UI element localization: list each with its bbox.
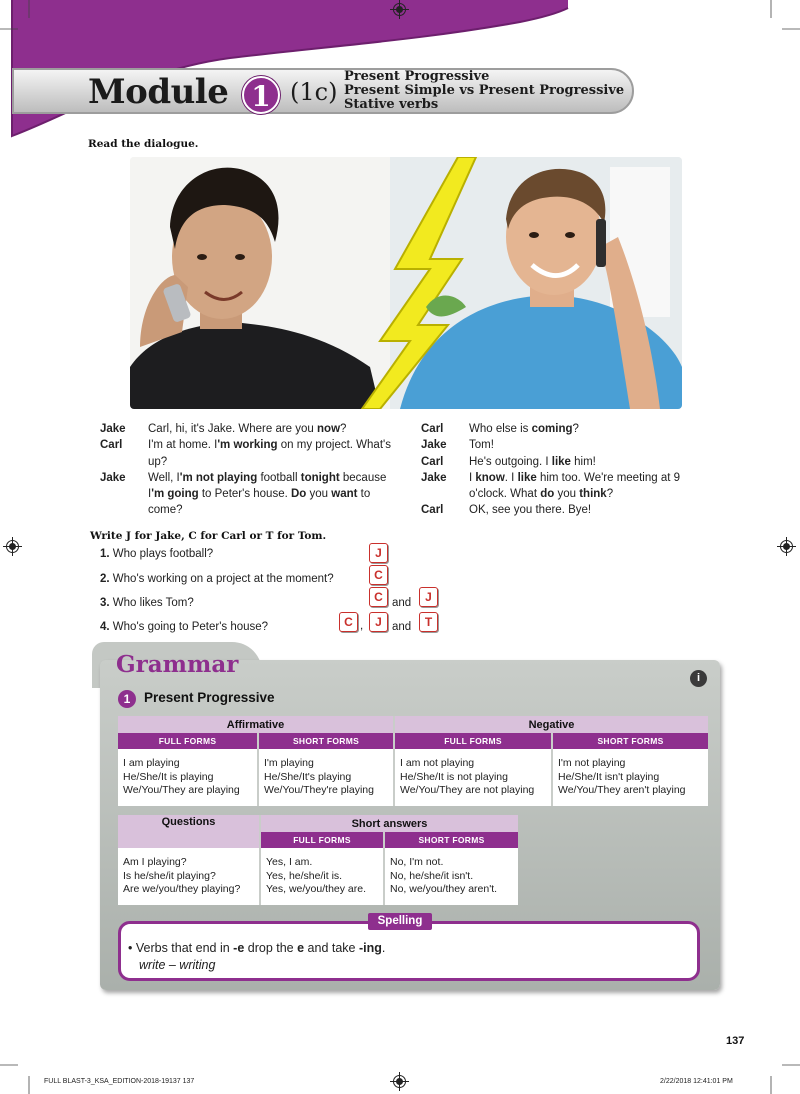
speaker-name: Carl: [421, 455, 444, 468]
dialogue-text: Carl, hi, it's Jake. Where are you now?: [148, 423, 347, 435]
speaker-name: Jake: [421, 471, 447, 484]
module-code: (1c): [290, 78, 338, 106]
dialogue-text: I know. I like him too. We're meeting at 9 o'clock. What do you think?: [469, 471, 680, 501]
cell-line: We/You/They are playing: [123, 784, 240, 796]
cell-line: Is he/she/it playing?: [123, 869, 216, 882]
module-number-badge: 1: [242, 76, 280, 114]
footer-file-name: FULL BLAST-3_KSA_EDITION-2018-19137 137: [44, 1078, 195, 1085]
speaker-name: Carl: [421, 504, 444, 517]
cell-line: Yes, he/she/it is.: [266, 869, 343, 882]
question-text: Who likes Tom?: [112, 597, 194, 609]
dialogue-text: Tom!: [469, 439, 494, 452]
cell-line: I am not playing: [400, 757, 475, 769]
grammar-title: Grammar: [116, 651, 239, 678]
topic-2: Present Simple vs Present Progressive: [344, 83, 625, 98]
footer-timestamp: 2/22/2018 12:41:01 PM: [660, 1078, 733, 1085]
cell-line: We/You/They're playing: [264, 784, 374, 796]
column-header: FULL FORMS: [260, 832, 384, 848]
spelling-rule-line: • Verbs that end in -e drop the e and take -ing.: [128, 941, 386, 955]
cell-line: I'm playing: [264, 757, 314, 769]
answer-box[interactable]: J: [369, 543, 388, 563]
reading-instruction: Read the dialogue.: [88, 138, 199, 150]
cell-line: I am playing: [123, 757, 180, 769]
answer-joiner: and: [392, 597, 412, 609]
question-text: Who plays football?: [112, 548, 214, 560]
answer-box[interactable]: C: [369, 565, 388, 585]
group-header: Negative: [394, 716, 708, 733]
answer-box[interactable]: J: [369, 612, 388, 632]
cell-line: Am I playing?: [123, 856, 187, 868]
topic-1: Present Progressive: [344, 69, 490, 84]
cell-line: No, I'm not.: [390, 856, 444, 868]
cell-line: Yes, I am.: [266, 856, 313, 868]
column-header: FULL FORMS: [118, 733, 258, 749]
speaker-name: Carl: [421, 423, 444, 435]
question-number: 3.: [100, 597, 110, 609]
question-text: Who's going to Peter's house?: [112, 621, 269, 633]
dialogue-text: He's outgoing. I like him!: [469, 455, 596, 468]
cell-line: We/You/They are not playing: [400, 784, 535, 796]
cell-line: He/She/It is not playing: [400, 770, 508, 783]
cell-line: No, he/she/it isn't.: [390, 869, 474, 882]
cell-line: I'm not playing: [558, 757, 626, 769]
cell-line: He/She/It isn't playing: [558, 770, 660, 783]
speaker-name: Carl: [100, 439, 123, 452]
cell-line: Yes, we/you/they are.: [266, 883, 367, 895]
exercise-instruction: Write J for Jake, C for Carl or T for Tom.: [90, 530, 327, 542]
answer-box[interactable]: C: [369, 587, 388, 607]
cell-line: Are we/you/they playing?: [123, 883, 241, 895]
dialogue-text: Well, I'm not playing football tonight because I'm going to Peter's house. Do you want to come?: [148, 471, 387, 517]
spelling-label: Spelling: [368, 913, 432, 930]
answer-joiner: and: [392, 621, 412, 633]
question-number: 1.: [100, 548, 110, 560]
module-word: Module: [88, 72, 229, 112]
dialogue-text: I'm at home. I'm working on my project. What's up?: [148, 439, 391, 468]
group-header: Short answers: [260, 815, 518, 832]
cell-line: He/She/It's playing: [264, 770, 352, 783]
section-title: Present Progressive: [144, 690, 275, 705]
speaker-name: Jake: [421, 439, 447, 452]
question-number: 4.: [100, 621, 110, 633]
cell-line: We/You/They aren't playing: [558, 784, 686, 796]
speaker-name: Jake: [100, 423, 126, 435]
page-number: 137: [726, 1035, 745, 1047]
answer-box[interactable]: T: [419, 612, 438, 632]
spelling-example: write – writing: [139, 958, 216, 972]
column-header: SHORT FORMS: [258, 733, 394, 749]
group-header: Affirmative: [118, 716, 394, 733]
answer-box[interactable]: C: [339, 612, 358, 632]
answer-box[interactable]: J: [419, 587, 438, 607]
info-icon: i: [690, 670, 707, 687]
column-header: SHORT FORMS: [384, 832, 518, 848]
topic-3: Stative verbs: [344, 97, 439, 112]
cell-line: No, we/you/they aren't.: [390, 883, 498, 895]
column-header: FULL FORMS: [394, 733, 552, 749]
cell-line: He/She/It is playing: [123, 770, 214, 783]
section-number-badge: 1: [118, 690, 136, 708]
question-number: 2.: [100, 573, 110, 585]
dialogue-text: OK, see you there. Bye!: [469, 504, 592, 517]
spelling-rule-text: Verbs that end in -e drop the e and take -ing.: [135, 941, 386, 955]
answer-comma: ,: [360, 620, 364, 632]
column-header: Questions: [118, 815, 260, 848]
question-text: Who's working on a project at the moment?: [112, 573, 334, 585]
speaker-name: Jake: [100, 471, 126, 484]
dialogue-text: Who else is coming?: [469, 423, 579, 435]
column-header: SHORT FORMS: [552, 733, 708, 749]
